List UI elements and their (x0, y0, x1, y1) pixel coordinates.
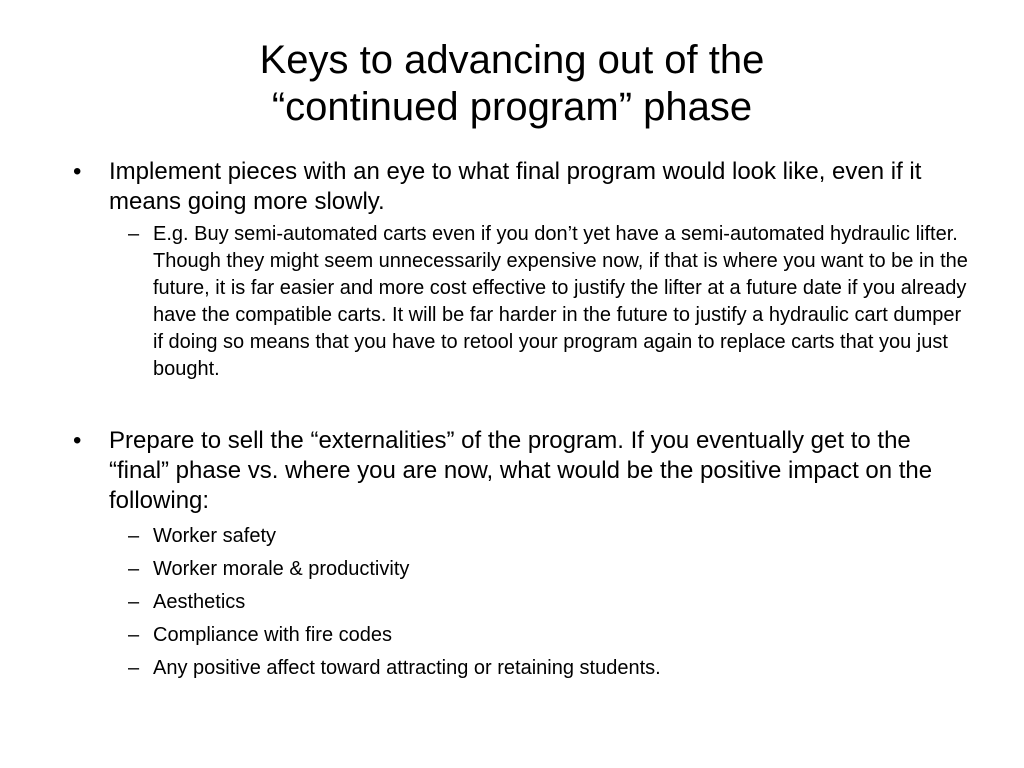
slide-title (0, 37, 1024, 131)
sub-item (73, 553, 973, 586)
sub-item-text: Aesthetics (153, 591, 246, 613)
bullet-text: Implement pieces with an eye to what final program would look like, even if it means going more slowly. (109, 158, 922, 215)
sub-item-text: Worker morale & productivity (153, 558, 410, 580)
bullet-text: Prepare to sell the “externalities” of the program. If you eventually get to the “final” phase vs. where you are now, what would be the positive impact on the following: (109, 427, 933, 514)
slide-title-line-1: Keys to advancing out of the (259, 38, 765, 82)
bullet-glyph: • (73, 158, 82, 185)
bullet-glyph: • (73, 427, 82, 454)
sub-list-1 (73, 221, 973, 383)
slide-body (73, 157, 973, 685)
bullet-item-2 (73, 426, 973, 516)
sub-list-2 (73, 520, 973, 685)
dash-glyph: – (128, 624, 140, 646)
dash-glyph: – (128, 591, 140, 613)
slide-title-line-2: “continued program” phase (271, 85, 753, 129)
sub-item (73, 221, 973, 383)
sub-item (73, 520, 973, 553)
dash-glyph: – (128, 223, 140, 245)
sub-item (73, 652, 973, 685)
dash-glyph: – (128, 657, 140, 679)
dash-glyph: – (128, 558, 140, 580)
sub-item-text: Worker safety (153, 525, 276, 547)
sub-item-text: Compliance with fire codes (153, 624, 392, 646)
sub-item-text: Any positive affect toward attracting or retaining students. (153, 657, 661, 679)
dash-glyph: – (128, 525, 140, 547)
bullet-item-1 (73, 157, 973, 217)
sub-item (73, 619, 973, 652)
sub-item (73, 586, 973, 619)
sub-item-text: E.g. Buy semi-automated carts even if you don’t yet have a semi-automated hydraulic lifter. Though they might seem unnecessarily expensive now, if that is where you want to be in the future, it is far easier and more cost effective to justify the lifter at a future date if you already have the compatible carts. It will be far harder in the future to justify a hydraulic cart dumper if doing so means that you have to retool your program again to replace carts that you just bought. (153, 223, 968, 380)
